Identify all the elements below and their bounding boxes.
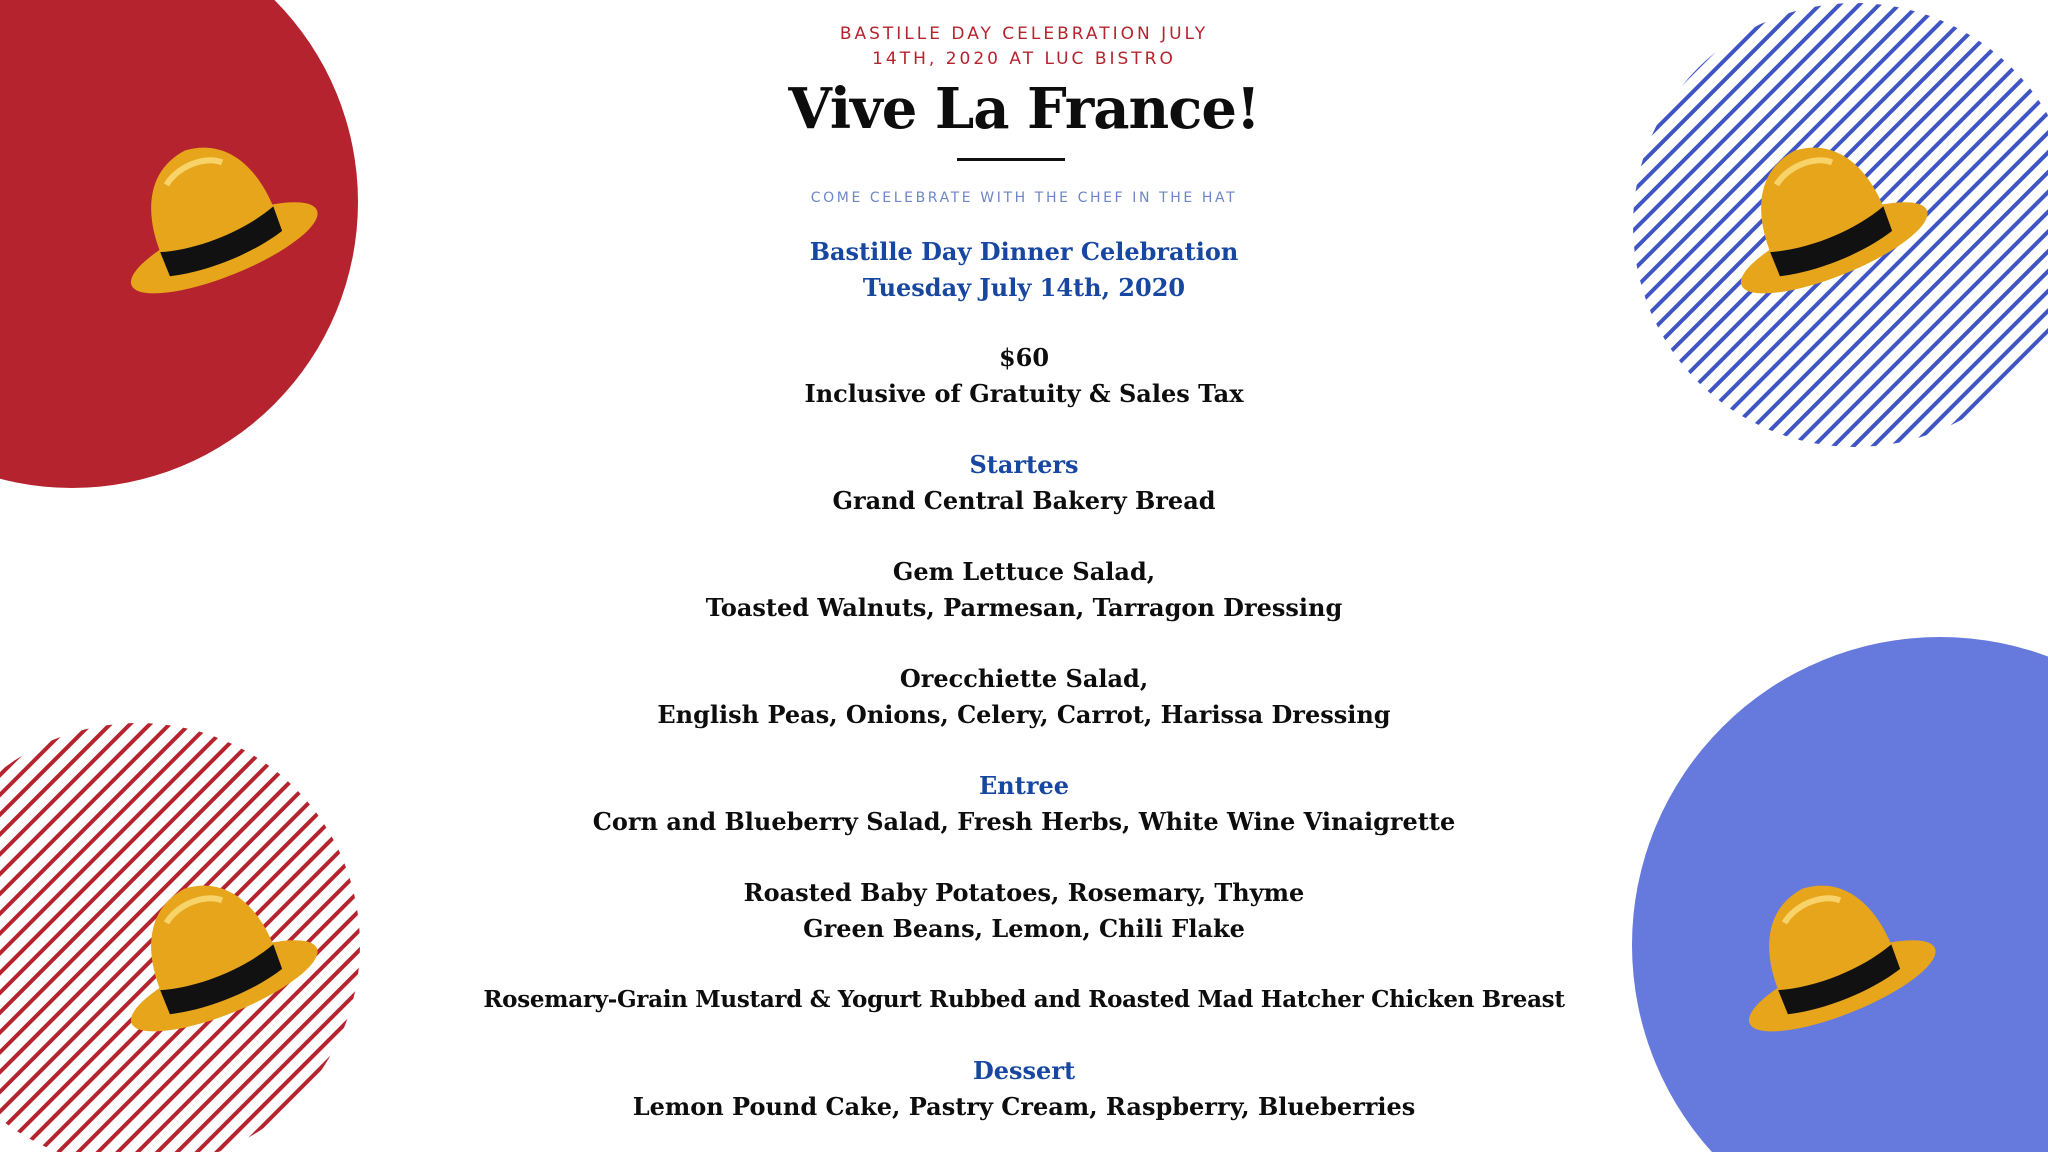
menu-item-detail: Toasted Walnuts, Parmesan, Tarragon Dressing [705, 593, 1343, 622]
menu-item: Orecchiette Salad, [899, 664, 1149, 693]
subtitle: COME CELEBRATE WITH THE CHEF IN THE HAT [810, 190, 1238, 206]
event-kicker [440, 22, 1608, 72]
fedora-hat-icon [108, 110, 318, 310]
menu-item: Corn and Blueberry Salad, Fresh Herbs, White Wine Vinaigrette [592, 807, 1456, 836]
kicker-line-1: BASTILLE DAY CELEBRATION JULY [839, 24, 1209, 44]
price-note: Inclusive of Gratuity & Sales Tax [804, 379, 1244, 408]
kicker-line-2: 14TH, 2020 AT LUC BISTRO [872, 49, 1176, 69]
menu-item-detail: Green Beans, Lemon, Chili Flake [803, 914, 1245, 943]
price: $60 [998, 343, 1050, 372]
menu-item: Rosemary-Grain Mustard & Yogurt Rubbed and Roasted Mad Hatcher Chicken Breast [483, 986, 1565, 1013]
event-name: Bastille Day Dinner Celebration [809, 237, 1239, 266]
fedora-hat-icon [1718, 110, 1928, 310]
menu-item: Lemon Pound Cake, Pastry Cream, Raspberry, Blueberries [632, 1092, 1416, 1121]
menu-item: Grand Central Bakery Bread [832, 486, 1216, 515]
fedora-hat-icon [108, 848, 318, 1048]
starters-heading: Starters [969, 450, 1079, 479]
dessert-heading: Dessert [972, 1056, 1076, 1085]
fedora-hat-icon [1726, 848, 1936, 1048]
event-date: Tuesday July 14th, 2020 [862, 273, 1186, 302]
menu-item: Roasted Baby Potatoes, Rosemary, Thyme [743, 878, 1305, 907]
page-title: Vive La France! [788, 76, 1260, 142]
entree-heading: Entree [978, 771, 1069, 800]
menu-item-detail: English Peas, Onions, Celery, Carrot, Harissa Dressing [657, 700, 1391, 729]
title-divider [957, 158, 1065, 161]
menu-item: Gem Lettuce Salad, [892, 557, 1156, 586]
